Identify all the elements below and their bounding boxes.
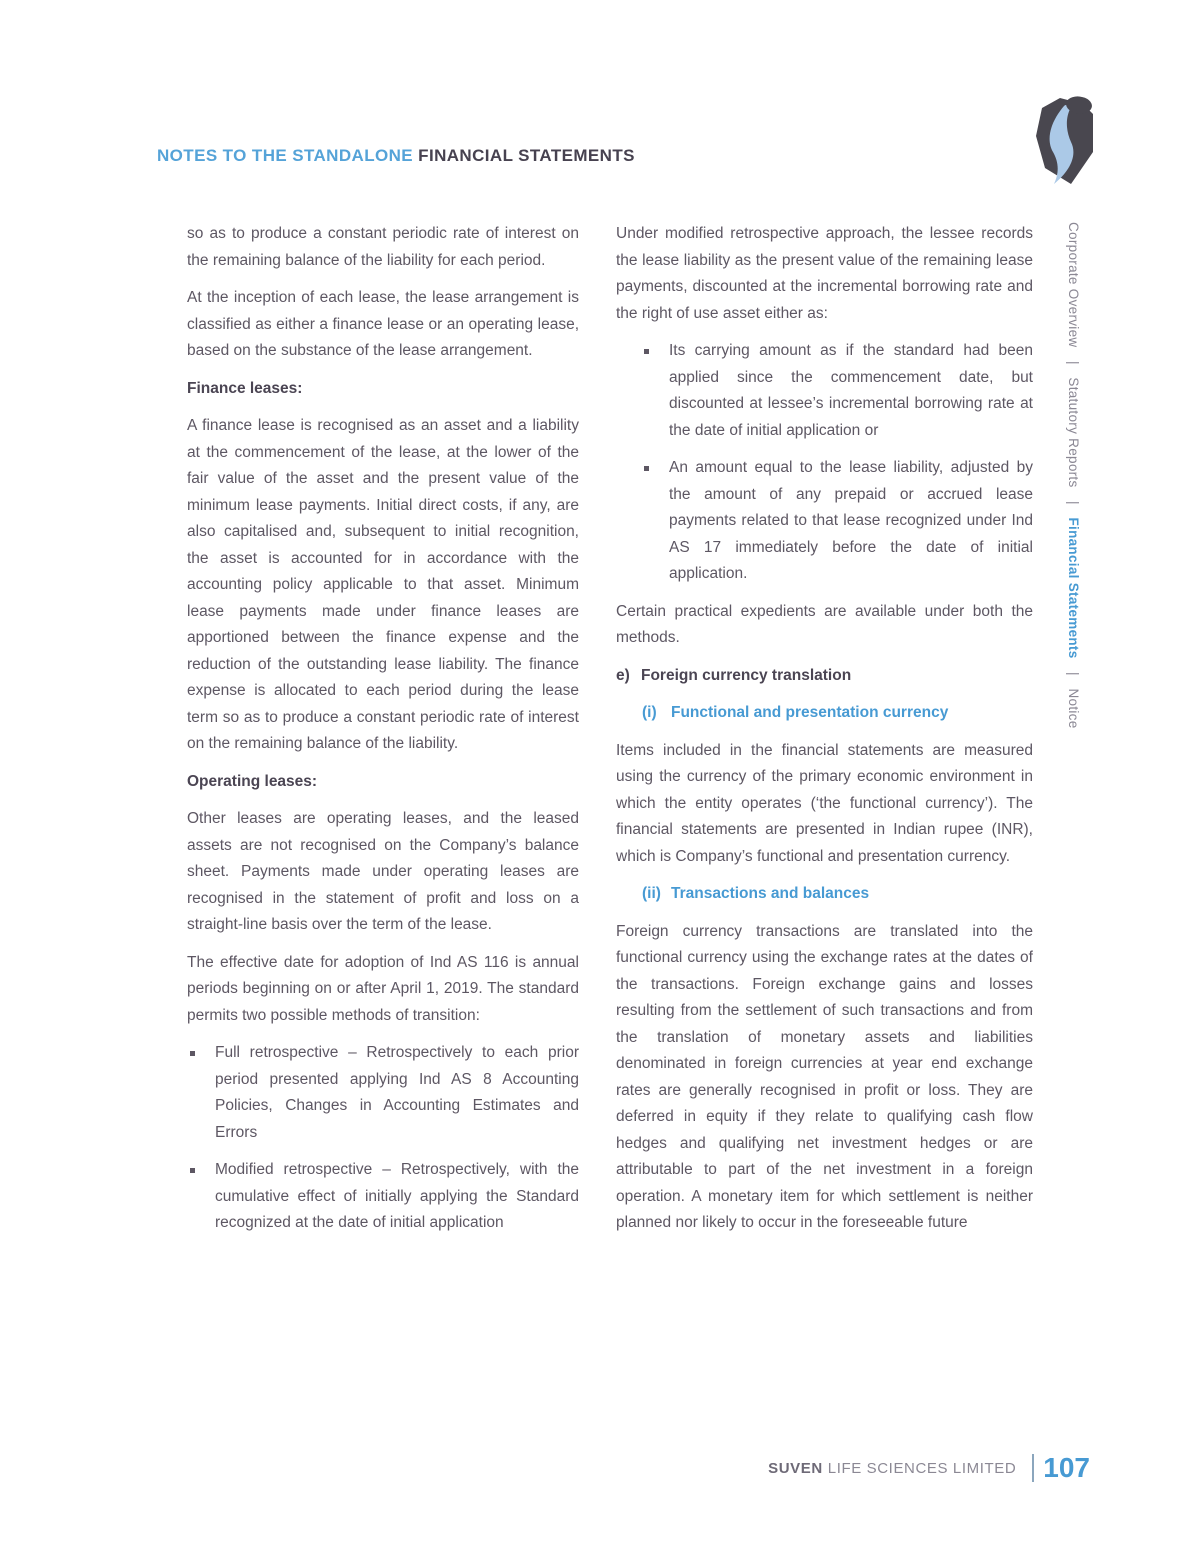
paragraph: Foreign currency transactions are translated into the functional currency using the exchange rates at the dates of the transactions. Foreign exchange gains and losses resulting from the settlement of such transactions and from the translation of monetary assets and liabilities denominated in foreign currencies at year end exchange rates are generally recognised in profit or loss. They are deferred in equity if they relate to qualifying cash flow hedges and qualifying net investment hedges or are attributable to part of the net investment in a foreign operation. A monetary item for which settlement is neither planned nor likely to occur in the foreseeable future xyxy=(616,922,1033,1231)
list-item-text: Full retrospective – Retrospectively to each prior period presented applying Ind AS 8 Accounting Policies, Changes in Accounting Estimates and Errors xyxy=(215,1044,579,1141)
subsection-item-ii xyxy=(642,881,1033,908)
section-heading-foreign-currency: Foreign currency translation xyxy=(641,666,852,684)
subsection-heading-transactions-balances: Transactions and balances xyxy=(671,885,870,902)
sidebar-item-financial-statements: Financial Statements xyxy=(1066,517,1081,659)
page-title-dark-part: FINANCIAL STATEMENTS xyxy=(418,146,635,165)
paragraph: Items included in the financial statements are measured using the currency of the primary economic environment in which the entity operates (‘the functional currency’). The financial statements are presented in Indian rupee (INR), which is Company’s functional and presentation currency. xyxy=(616,741,1033,865)
paragraph: Under modified retrospective approach, the lessee records the lease liability as the present value of the remaining lease payments, discounted at the incremental borrowing rate and the right of use asset either as: xyxy=(616,225,1033,322)
sidebar-separator: | xyxy=(1066,500,1081,505)
paragraph: A finance lease is recognised as an asset and a liability at the commencement of the lease, at the lower of the fair value of the asset and the present value of the minimum lease payments. Initial direct costs, if any, are also capitalised and, subsequent to initial recognition, the asset is accounted for in accordance with the accounting policy applicable to that asset. Minimum lease payments made under finance leases are apportioned between the finance expense and the reduction of the outstanding lease liability. The finance expense is allocated to each period during the lease term so as to produce a constant periodic rate of interest on the remaining balance of the liability. xyxy=(187,417,579,752)
paragraph: Other leases are operating leases, and the leased assets are not recognised on the Company’s balance sheet. Payments made under operating leases are recognised in the statement of profit and loss on a straight-line basis over the term of the lease. xyxy=(187,810,579,933)
sidebar-separator: | xyxy=(1066,360,1081,365)
sidebar-item-statutory-reports: Statutory Reports xyxy=(1066,377,1081,488)
right-column xyxy=(616,221,1033,1248)
section-heading-operating-leases: Operating leases: xyxy=(187,772,318,790)
sidebar-item-notice: Notice xyxy=(1066,688,1081,729)
paragraph: At the inception of each lease, the lease arrangement is classified as either a finance lease or an operating lease, based on the substance of the lease arrangement. xyxy=(187,289,579,359)
subsection-item-marker: (ii) xyxy=(642,885,661,902)
section-item-marker: e) xyxy=(616,666,630,684)
paragraph: so as to produce a constant periodic rate of interest on the remaining balance of the liability for each period. xyxy=(187,225,579,269)
list-item-text: An amount equal to the lease liability, adjusted by the amount of any prepaid or accrued lease payments related to that lease recognized under Ind AS 17 immediately before the date of initial application. xyxy=(669,459,1033,582)
section-heading-finance-leases: Finance leases: xyxy=(187,379,303,397)
list-item xyxy=(642,338,1033,444)
list-item xyxy=(187,1157,579,1237)
suven-logo-icon xyxy=(1033,94,1097,188)
section-item-e xyxy=(616,663,1033,690)
left-column xyxy=(187,221,579,1248)
list-item-text: Its carrying amount as if the standard had been applied since the commencement date, but discounted at lessee’s incremental borrowing rate at the date of initial application or xyxy=(669,342,1033,439)
page-footer xyxy=(768,1452,1090,1484)
section-sidebar xyxy=(1066,222,1081,802)
sidebar-item-corporate-overview: Corporate Overview xyxy=(1066,222,1081,348)
bullet-icon xyxy=(642,338,669,444)
paragraph: Certain practical expedients are available under both the methods. xyxy=(616,602,1033,646)
subsection-item-marker: (i) xyxy=(642,704,657,721)
subsection-heading-functional-currency: Functional and presentation currency xyxy=(671,704,949,721)
bullet-icon xyxy=(187,1157,215,1237)
footer-divider xyxy=(1032,1454,1034,1482)
list-item xyxy=(642,455,1033,588)
page-title-blue-part: NOTES TO THE STANDALONE xyxy=(157,146,414,165)
page-number: 107 xyxy=(1043,1452,1090,1483)
sidebar-separator: | xyxy=(1066,671,1081,676)
subsection-item-i xyxy=(642,700,1033,727)
list-item xyxy=(187,1040,579,1146)
page-title xyxy=(157,146,635,166)
paragraph: The effective date for adoption of Ind AS 116 is annual periods beginning on or after April 1, 2019. The standard permits two possible methods of transition: xyxy=(187,953,579,1024)
bullet-icon xyxy=(642,455,669,588)
footer-company-name-bold: SUVEN xyxy=(768,1459,823,1477)
list-item-text: Modified retrospective – Retrospectively, with the cumulative effect of initially applying the Standard recognized at the date of initial application xyxy=(215,1161,579,1231)
bullet-icon xyxy=(187,1040,215,1146)
footer-company-name-rest: LIFE SCIENCES LIMITED xyxy=(827,1459,1017,1477)
